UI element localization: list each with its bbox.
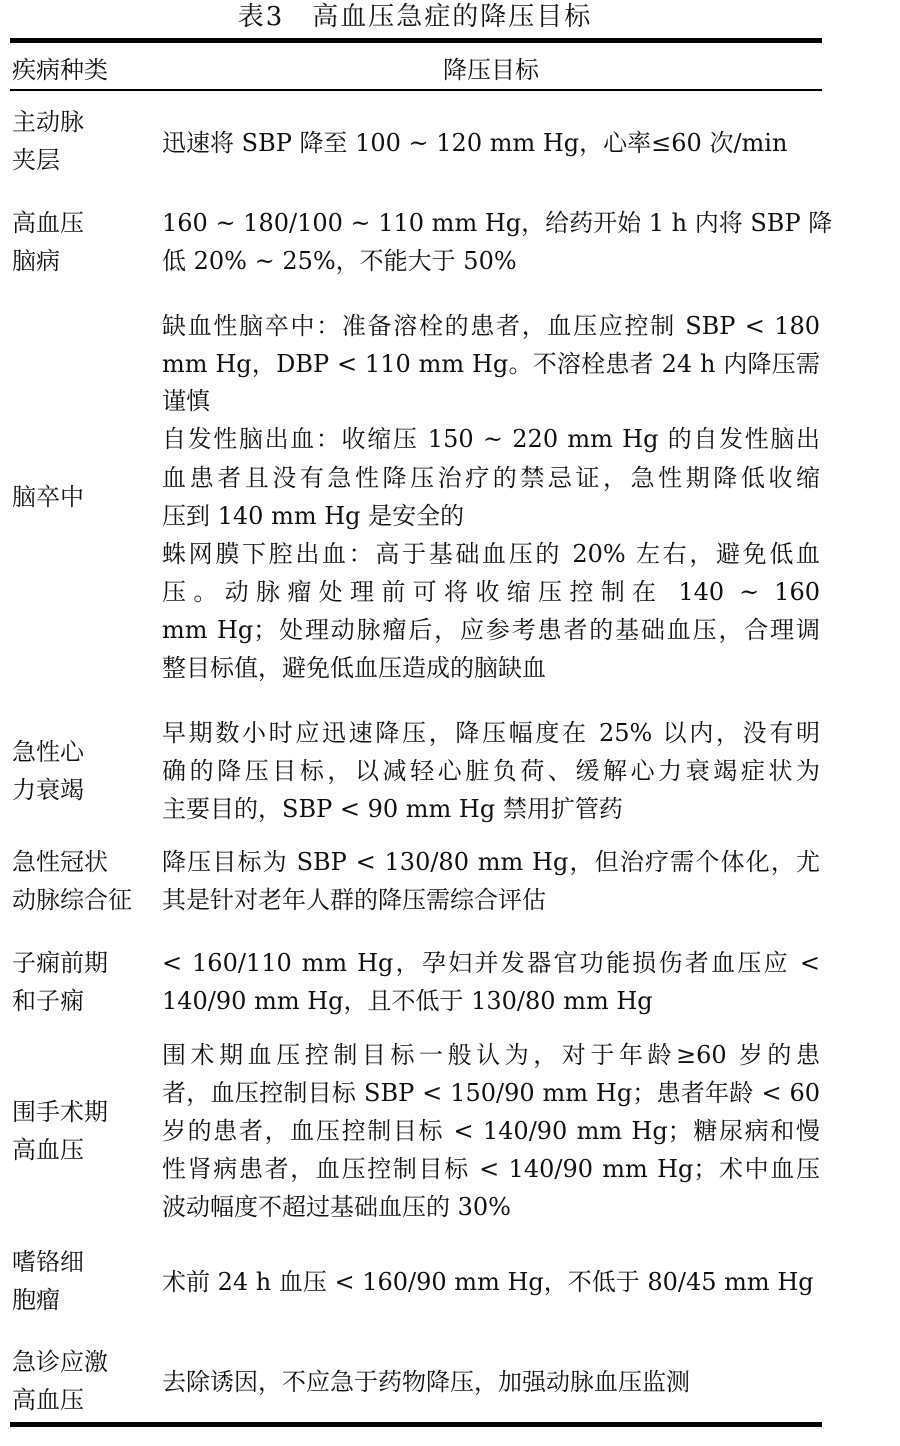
goal-line: 围术期血压控制目标一般认为，对于年龄≥60 岁的患	[162, 1041, 820, 1069]
category-line: 围手术期	[12, 1098, 108, 1126]
goal-line: mm Hg；处理动脉瘤后，应参考患者的基础血压，合理调	[162, 616, 820, 644]
category-line: 主动脉	[12, 108, 84, 136]
goal-line: 谨慎	[162, 387, 210, 415]
category-line: 子痫前期	[12, 949, 108, 977]
goal-line: 140/90 mm Hg，且不低于 130/80 mm Hg	[162, 987, 653, 1015]
category-line: 急诊应激	[12, 1348, 108, 1376]
category-line: 高血压	[12, 1136, 84, 1164]
goal-line: 压。动脉瘤处理前可将收缩压控制在 140 ~ 160	[162, 578, 820, 606]
goal-line: 早期数小时应迅速降压，降压幅度在 25% 以内，没有明	[162, 719, 820, 747]
category-line: 力衰竭	[12, 776, 84, 804]
table-title: 表3 高血压急症的降压目标	[237, 2, 593, 32]
goal-line: 波动幅度不超过基础血压的 30%	[162, 1193, 511, 1221]
top-rule	[10, 38, 822, 43]
goal-line: 岁的患者，血压控制目标 < 140/90 mm Hg；糖尿病和慢	[162, 1117, 820, 1145]
goal-line: 主要目的，SBP < 90 mm Hg 禁用扩管药	[162, 795, 623, 823]
category-line: 脑病	[12, 247, 60, 275]
category-line: 高血压	[12, 1386, 84, 1414]
goal-line: 其是针对老年人群的降压需综合评估	[162, 886, 546, 914]
goal-line: 压到 140 mm Hg 是安全的	[162, 502, 465, 530]
category-line: 脑卒中	[12, 483, 84, 511]
bottom-rule	[10, 1422, 822, 1427]
goal-line: < 160/110 mm Hg，孕妇并发器官功能损伤者血压应 <	[162, 949, 820, 977]
goal-line: 血患者且没有急性降压治疗的禁忌证，急性期降低收缩	[162, 464, 820, 492]
goal-line: 术前 24 h 血压 < 160/90 mm Hg，不低于 80/45 mm Hg	[162, 1268, 814, 1296]
goal-line: 降压目标为 SBP < 130/80 mm Hg，但治疗需个体化，尤	[162, 848, 820, 876]
goal-line: mm Hg，DBP < 110 mm Hg。不溶栓患者 24 h 内降压需	[162, 350, 820, 378]
category-line: 胞瘤	[12, 1286, 60, 1314]
goal-line: 确的降压目标，以减轻心脏负荷、缓解心力衰竭症状为	[162, 757, 820, 785]
header-category: 疾病种类	[12, 56, 108, 84]
category-line: 动脉综合征	[12, 886, 132, 914]
header-goal: 降压目标	[443, 56, 539, 84]
goal-line: 性肾病患者，血压控制目标 < 140/90 mm Hg；术中血压	[162, 1155, 820, 1183]
category-line: 高血压	[12, 209, 84, 237]
goal-line: 缺血性脑卒中：准备溶栓的患者，血压应控制 SBP < 180	[162, 312, 820, 340]
goal-line: 蛛网膜下腔出血：高于基础血压的 20% 左右，避免低血	[162, 540, 820, 568]
goal-line: 迅速将 SBP 降至 100 ~ 120 mm Hg，心率≤60 次/min	[162, 129, 788, 157]
goal-line: 去除诱因，不应急于药物降压，加强动脉血压监测	[162, 1368, 690, 1396]
goal-line: 160 ~ 180/100 ~ 110 mm Hg，给药开始 1 h 内将 SBP 降	[162, 209, 833, 237]
goal-line: 者，血压控制目标 SBP < 150/90 mm Hg；患者年龄 < 60	[162, 1079, 820, 1107]
goal-line: 整目标值，避免低血压造成的脑缺血	[162, 654, 546, 682]
header-rule	[10, 89, 822, 91]
category-line: 嗜铬细	[12, 1248, 84, 1276]
category-line: 和子痫	[12, 987, 84, 1015]
goal-line: 自发性脑出血：收缩压 150 ~ 220 mm Hg 的自发性脑出	[162, 425, 820, 453]
goal-line: 低 20% ~ 25%，不能大于 50%	[162, 247, 517, 275]
category-line: 急性冠状	[12, 848, 108, 876]
category-line: 急性心	[12, 738, 84, 766]
category-line: 夹层	[12, 146, 60, 174]
